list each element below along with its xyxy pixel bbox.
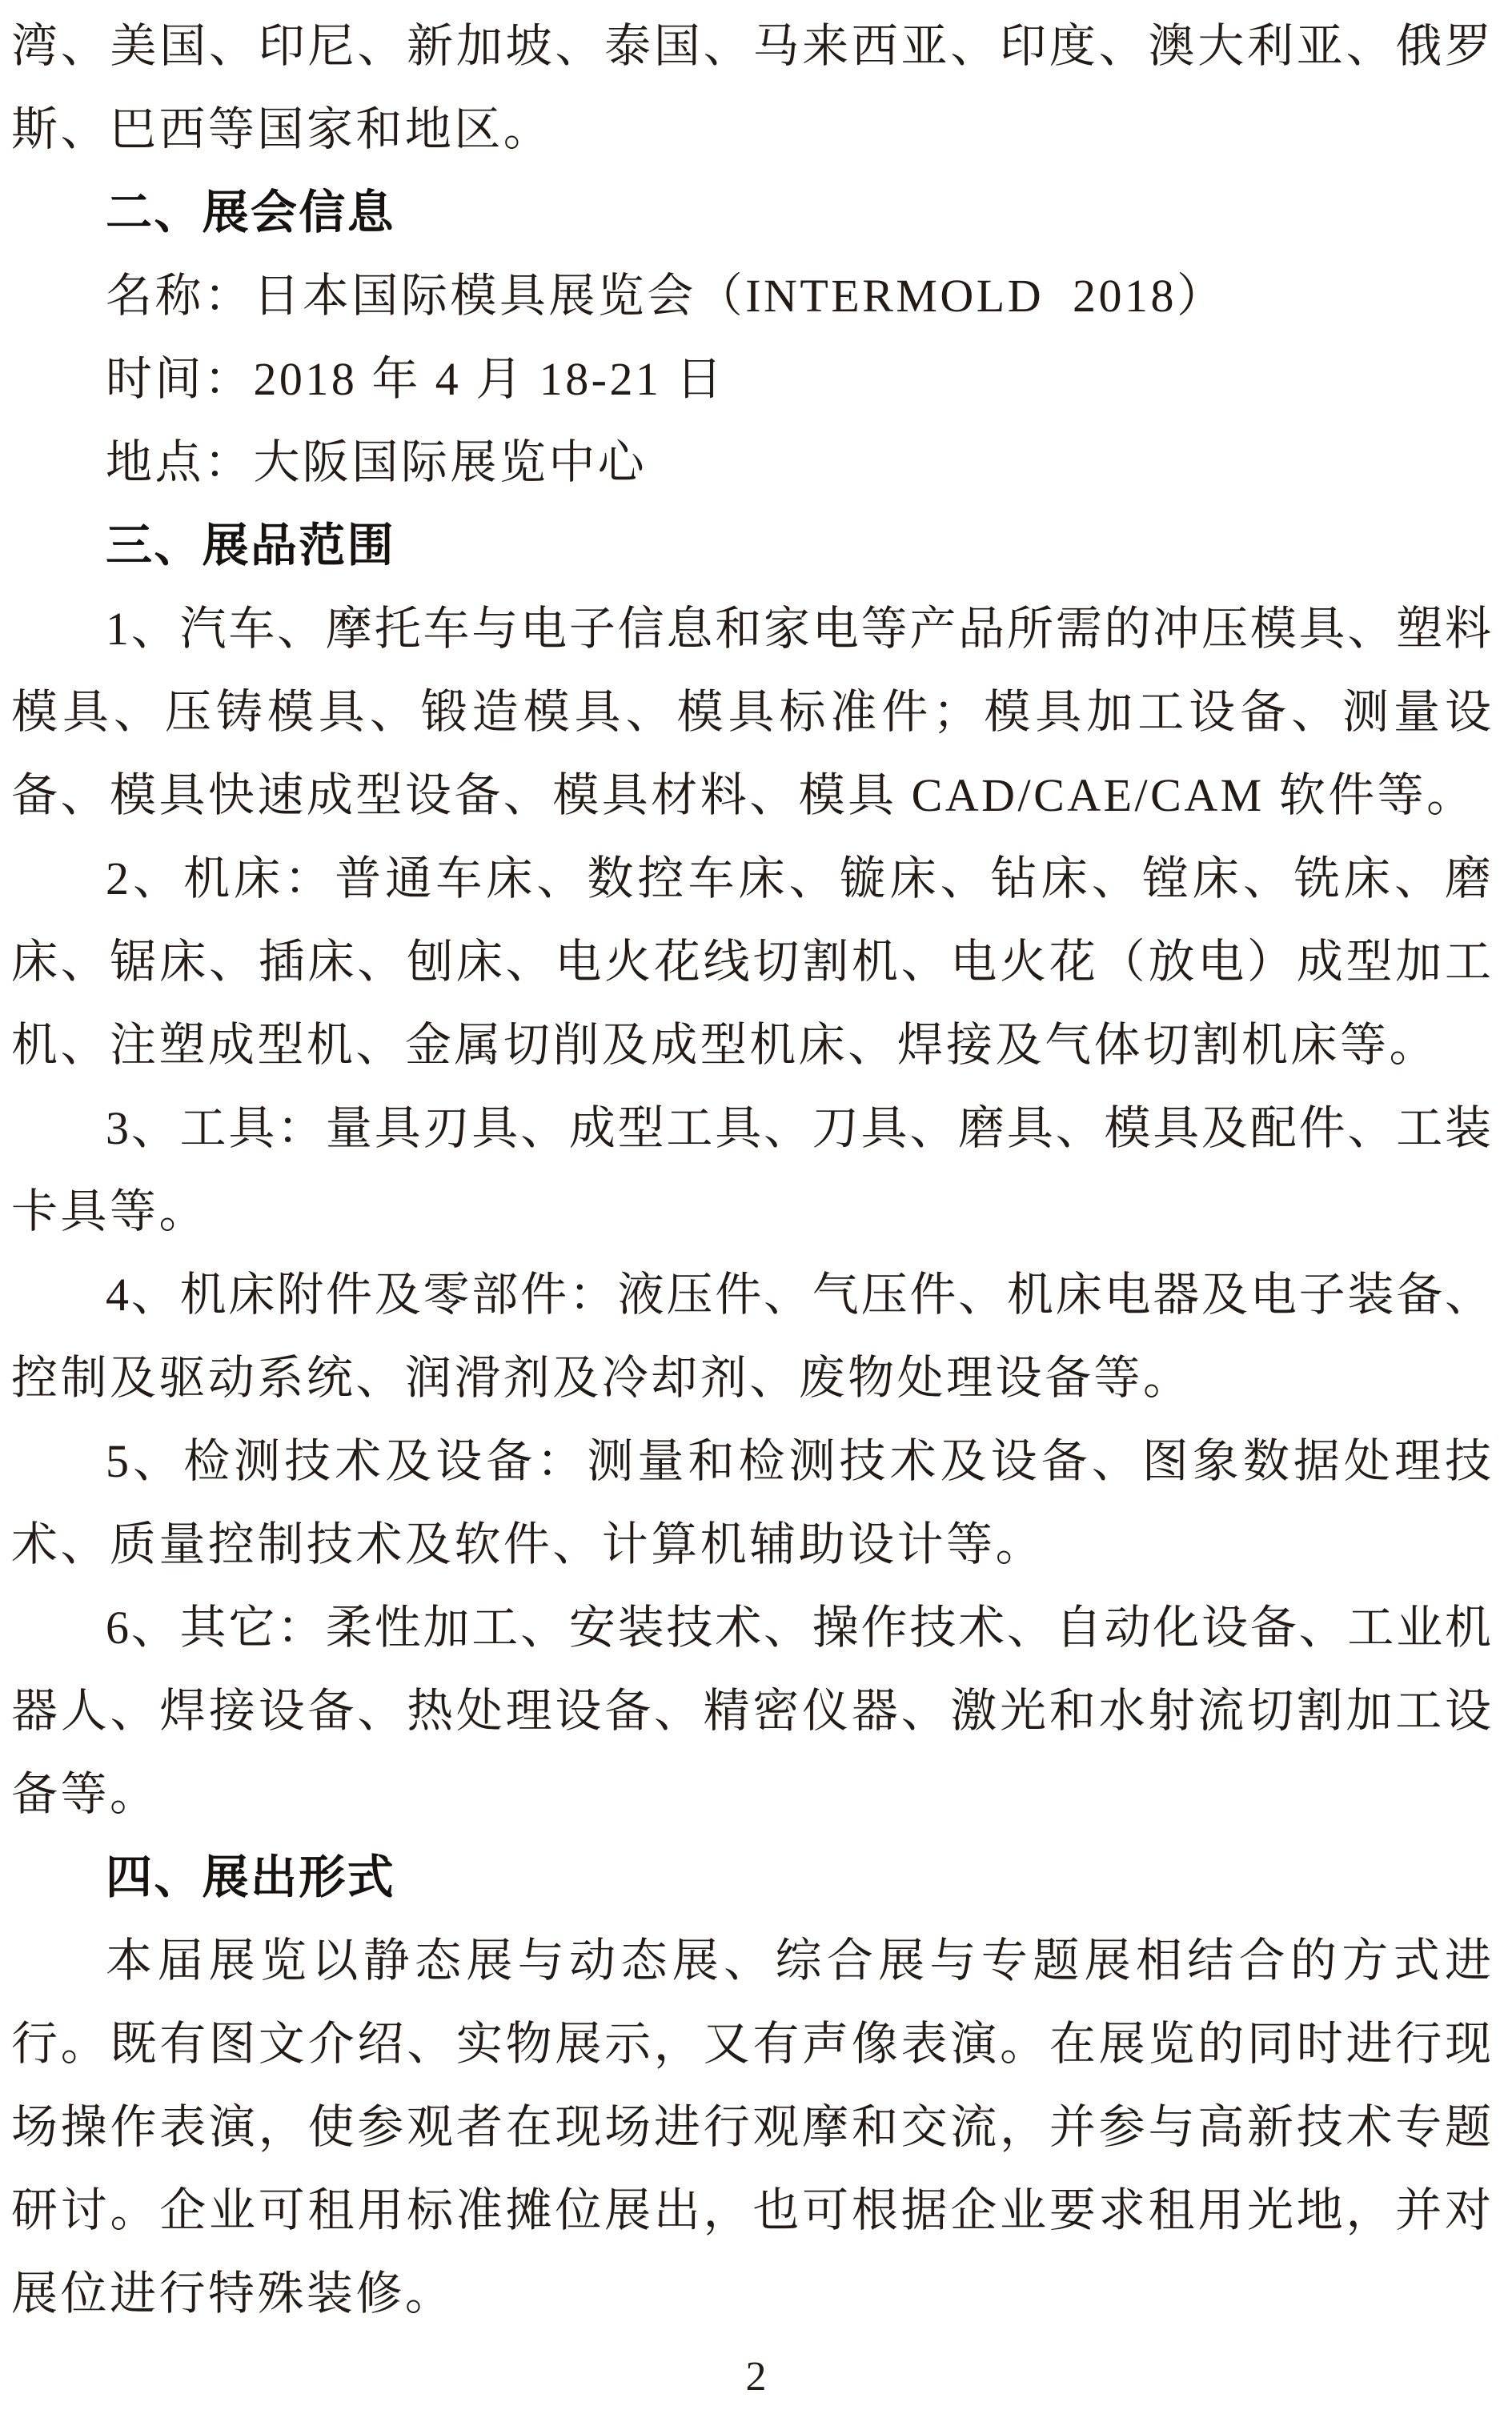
line-exhibition-time: 时间：2018 年 4 月 18-21 日: [106, 353, 725, 405]
para-countries-continued-line-1: 湾、美国、印尼、新加坡、泰国、马来西亚、印度、澳大利亚、俄罗: [11, 20, 1491, 72]
para-exhibit-format-line-3: 场操作表演，使参观者在现场进行观摩和交流，并参与高新技术专题: [11, 2101, 1491, 2153]
item-6-others-line-1: 6、其它：柔性加工、安装技术、操作技术、自动化设备、工业机: [106, 1602, 1491, 1654]
item-5-inspection-tech-line-2: 术、质量控制技术及软件、计算机辅助设计等。: [11, 1518, 1045, 1570]
item-6-others-line-3: 备等。: [11, 1768, 159, 1820]
para-exhibit-format-line-1: 本届展览以静态展与动态展、综合展与专题展相结合的方式进: [106, 1935, 1491, 1987]
para-exhibit-format-line-5: 展位进行特殊装修。: [11, 2268, 455, 2320]
page-number: 2: [745, 2354, 767, 2400]
item-1-molds-line-2: 模具、压铸模具、锻造模具、模具标准件；模具加工设备、测量设: [11, 686, 1491, 738]
heading-exhibit-scope: 三、展品范围: [106, 519, 395, 571]
heading-exhibit-format: 四、展出形式: [106, 1851, 395, 1903]
item-4-accessories-parts-line-2: 控制及驱动系统、润滑剂及冷却剂、废物处理设备等。: [11, 1352, 1193, 1404]
heading-exhibition-info: 二、展会信息: [106, 186, 395, 239]
item-2-machine-tools-line-2: 床、锯床、插床、刨床、电火花线切割机、电火花（放电）成型加工: [11, 936, 1491, 988]
para-exhibit-format-line-4: 研讨。企业可租用标准摊位展出，也可根据企业要求租用光地，并对: [11, 2184, 1491, 2236]
item-6-others-line-2: 器人、焊接设备、热处理设备、精密仪器、激光和水射流切割加工设: [11, 1685, 1491, 1737]
item-2-machine-tools-line-1: 2、机床：普通车床、数控车床、镟床、钻床、镗床、铣床、磨: [106, 852, 1491, 904]
para-countries-continued-line-2: 斯、巴西等国家和地区。: [11, 103, 553, 155]
item-5-inspection-tech-line-1: 5、检测技术及设备：测量和检测技术及设备、图象数据处理技: [106, 1435, 1491, 1487]
page-footer: [0, 2336, 1512, 2414]
item-1-molds-line-1: 1、汽车、摩托车与电子信息和家电等产品所需的冲压模具、塑料: [106, 603, 1491, 655]
line-exhibition-name: 名称：日本国际模具展览会（INTERMOLD 2018）: [106, 270, 1226, 322]
item-3-tools-line-2: 卡具等。: [11, 1185, 208, 1237]
line-exhibition-venue: 地点：大阪国际展览中心: [106, 436, 648, 488]
para-exhibit-format-line-2: 行。既有图文介绍、实物展示，又有声像表演。在展览的同时进行现: [11, 2018, 1491, 2070]
item-3-tools-line-1: 3、工具：量具刃具、成型工具、刀具、磨具、模具及配件、工装: [106, 1102, 1491, 1154]
item-4-accessories-parts-line-1: 4、机床附件及零部件：液压件、气压件、机床电器及电子装备、: [106, 1269, 1491, 1321]
item-2-machine-tools-line-3: 机、注塑成型机、金属切削及成型机床、焊接及气体切割机床等。: [11, 1019, 1438, 1071]
item-1-molds-line-3: 备、模具快速成型设备、模具材料、模具 CAD/CAE/CAM 软件等。: [11, 769, 1476, 821]
